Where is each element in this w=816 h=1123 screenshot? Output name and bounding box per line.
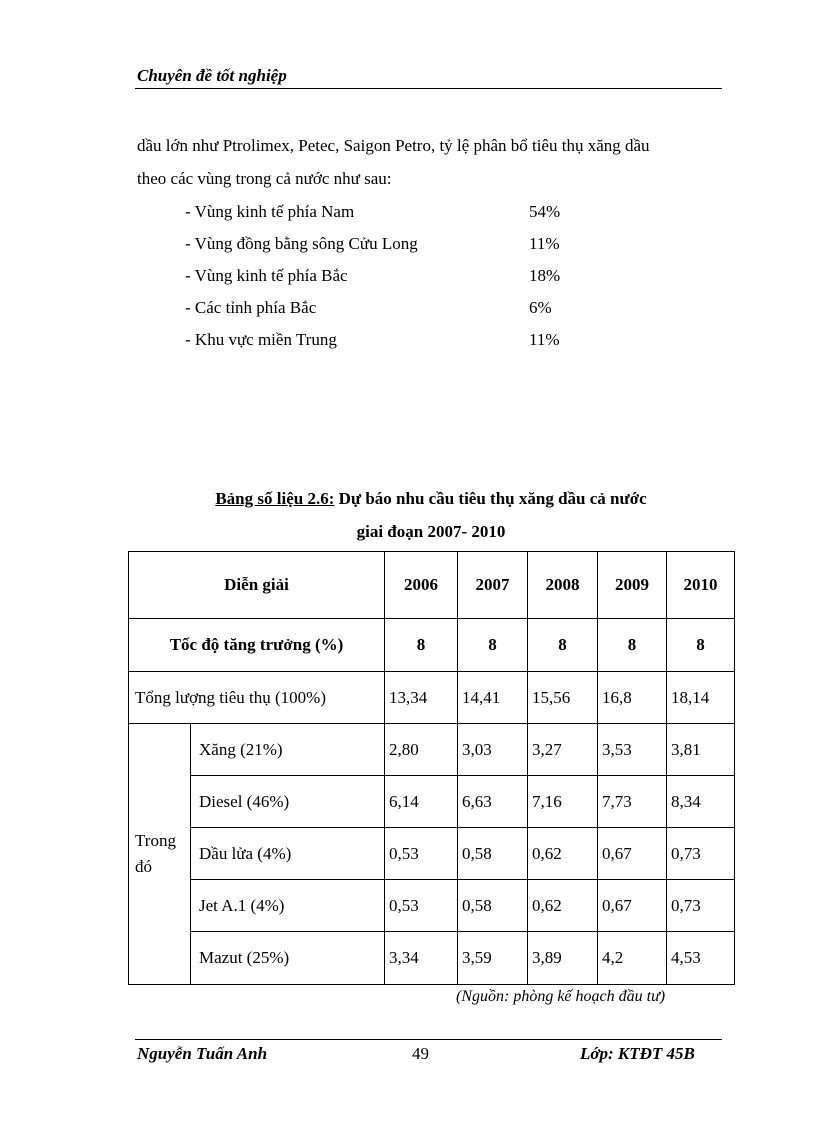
item-value: 4,53	[667, 932, 735, 985]
header-divider	[135, 88, 722, 89]
growth-row	[129, 619, 735, 672]
region-share: 11%	[529, 234, 560, 253]
total-value: 18,14	[667, 672, 735, 724]
page-number: 49	[412, 1044, 429, 1063]
growth-value: 8	[667, 619, 735, 672]
item-value: 0,62	[528, 828, 598, 880]
item-value: 3,59	[458, 932, 528, 985]
table-source-note: (Nguồn: phòng kế hoạch đầu tư)	[456, 988, 666, 1005]
item-value: 0,62	[528, 880, 598, 932]
item-value: 2,80	[385, 724, 458, 776]
item-value: 3,53	[598, 724, 667, 776]
region-item	[185, 266, 605, 290]
item-value: 0,67	[598, 828, 667, 880]
region-label: - Vùng đồng bằng sông Cửu Long	[185, 234, 418, 253]
group-label: Trong đó	[129, 724, 191, 985]
growth-value: 8	[598, 619, 667, 672]
item-label: Mazut (25%)	[191, 932, 385, 985]
total-value: 16,8	[598, 672, 667, 724]
item-value: 0,73	[667, 880, 735, 932]
item-label: Dầu lửa (4%)	[191, 828, 385, 880]
item-label: Xăng (21%)	[191, 724, 385, 776]
total-row	[129, 672, 735, 724]
item-value: 3,34	[385, 932, 458, 985]
footer-divider	[135, 1039, 722, 1040]
region-share: 54%	[529, 202, 561, 221]
table-row	[129, 932, 735, 985]
growth-value: 8	[528, 619, 598, 672]
header-cell-year: 2007	[458, 552, 528, 619]
region-label: - Vùng kinh tế phía Bắc	[185, 266, 348, 285]
region-item	[185, 298, 605, 322]
item-label: Diesel (46%)	[191, 776, 385, 828]
header-title: Chuyên đề tốt nghiệp	[137, 66, 287, 85]
region-share: 11%	[529, 330, 560, 349]
growth-label: Tốc độ tăng trưởng (%)	[129, 619, 385, 672]
item-value: 0,58	[458, 880, 528, 932]
item-value: 3,81	[667, 724, 735, 776]
item-value: 4,2	[598, 932, 667, 985]
region-label: - Vùng kinh tế phía Nam	[185, 202, 355, 221]
item-value: 0,67	[598, 880, 667, 932]
item-value: 0,53	[385, 828, 458, 880]
header-cell-label: Diễn giải	[129, 552, 385, 619]
item-value: 6,14	[385, 776, 458, 828]
paragraph-line-1: dầu lớn như Ptrolimex, Petec, Saigon Petro, tỷ lệ phân bổ tiêu thụ xăng dầu	[137, 136, 650, 155]
region-share: 18%	[529, 266, 561, 285]
region-label: - Khu vực miền Trung	[185, 330, 337, 349]
region-item	[185, 234, 605, 258]
item-value: 3,03	[458, 724, 528, 776]
region-item	[185, 330, 605, 354]
table-row	[129, 776, 735, 828]
item-value: 0,73	[667, 828, 735, 880]
table-caption	[128, 489, 734, 509]
header-cell-year: 2008	[528, 552, 598, 619]
total-value: 13,34	[385, 672, 458, 724]
item-label: Jet A.1 (4%)	[191, 880, 385, 932]
item-value: 3,27	[528, 724, 598, 776]
region-label: - Các tỉnh phía Bắc	[185, 298, 317, 317]
item-value: 8,34	[667, 776, 735, 828]
forecast-table	[128, 551, 735, 985]
table-caption-prefix: Bảng số liệu 2.6:	[215, 489, 335, 508]
header-cell-year: 2009	[598, 552, 667, 619]
item-value: 0,53	[385, 880, 458, 932]
header-cell-year: 2006	[385, 552, 458, 619]
table-header-row	[129, 552, 735, 619]
table-row	[129, 880, 735, 932]
total-value: 14,41	[458, 672, 528, 724]
item-value: 3,89	[528, 932, 598, 985]
item-value: 7,16	[528, 776, 598, 828]
growth-value: 8	[458, 619, 528, 672]
header-cell-year: 2010	[667, 552, 735, 619]
region-share: 6%	[529, 298, 552, 317]
footer-class: Lớp: KTĐT 45B	[580, 1044, 695, 1063]
footer-author: Nguyễn Tuấn Anh	[137, 1044, 268, 1063]
table-row	[129, 828, 735, 880]
table-row	[129, 724, 735, 776]
paragraph-line-2: theo các vùng trong cả nước như sau:	[137, 169, 392, 188]
total-label: Tổng lượng tiêu thụ (100%)	[129, 672, 385, 724]
region-item	[185, 202, 605, 226]
item-value: 0,58	[458, 828, 528, 880]
item-value: 6,63	[458, 776, 528, 828]
table-caption-title: Dự báo nhu cầu tiêu thụ xăng dầu cả nước	[334, 489, 647, 508]
total-value: 15,56	[528, 672, 598, 724]
table-caption-period: giai đoạn 2007- 2010	[356, 522, 506, 541]
item-value: 7,73	[598, 776, 667, 828]
growth-value: 8	[385, 619, 458, 672]
